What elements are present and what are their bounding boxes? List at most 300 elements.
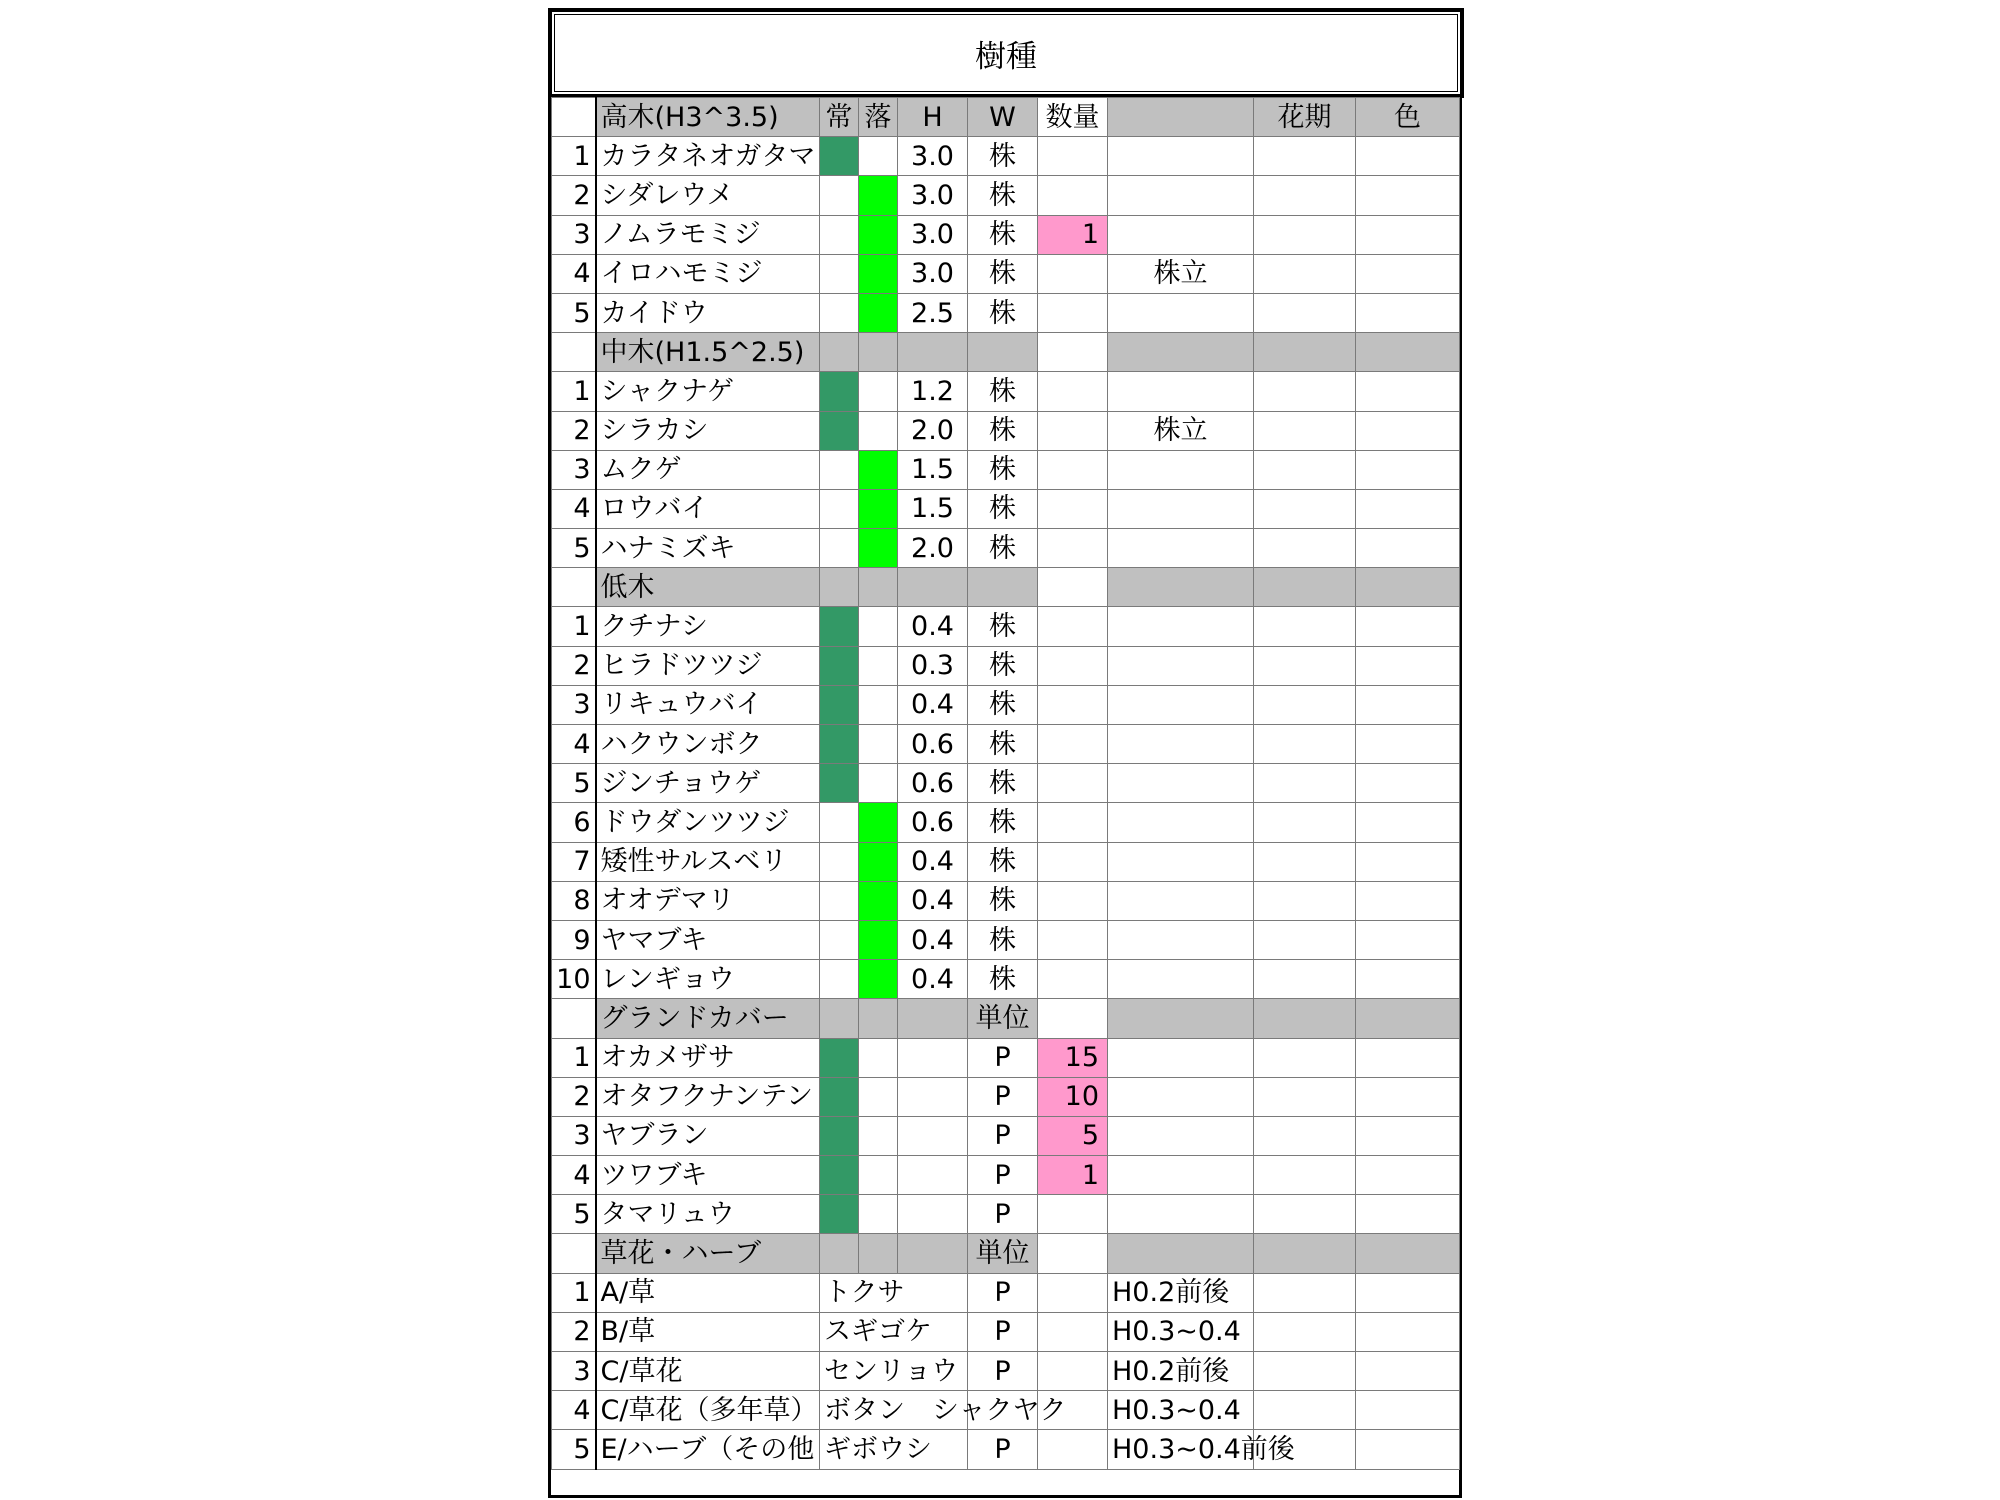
section-bloom-cell — [1254, 999, 1356, 1038]
evergreen-marker — [820, 450, 859, 489]
evergreen-marker — [820, 1116, 859, 1155]
deciduous-marker — [859, 450, 898, 489]
height-cell: 0.6 — [898, 764, 968, 803]
quantity-cell — [1038, 1352, 1108, 1391]
herb-row — [552, 1273, 1460, 1312]
color-cell — [1356, 1391, 1460, 1430]
section-bloom-cell — [1254, 333, 1356, 372]
header-color: 色 — [1356, 98, 1460, 137]
species-name: レンギョウ — [596, 960, 820, 999]
color-cell — [1356, 176, 1460, 215]
section-unit-label: 単位 — [968, 1234, 1038, 1273]
quantity-cell: 10 — [1038, 1077, 1108, 1116]
height-cell: 0.4 — [898, 960, 968, 999]
unit-cell: 株 — [968, 685, 1038, 724]
color-cell — [1356, 685, 1460, 724]
note-cell — [1108, 607, 1254, 646]
bloom-cell — [1254, 450, 1356, 489]
row-number: 5 — [552, 764, 596, 803]
quantity-cell — [1038, 646, 1108, 685]
color-cell — [1356, 1195, 1460, 1234]
height-cell: 0.6 — [898, 803, 968, 842]
unit-cell: P — [968, 1273, 1038, 1312]
species-row — [552, 215, 1460, 254]
bloom-cell — [1254, 215, 1356, 254]
deciduous-marker — [859, 254, 898, 293]
tree-species-sheet — [548, 8, 1462, 1498]
species-row — [552, 607, 1460, 646]
species-row — [552, 1156, 1460, 1195]
note-cell — [1108, 685, 1254, 724]
species-row — [552, 254, 1460, 293]
quantity-cell — [1038, 529, 1108, 568]
species-row — [552, 293, 1460, 332]
section-height-cell — [898, 568, 968, 607]
height-cell: 3.0 — [898, 215, 968, 254]
note-cell — [1108, 842, 1254, 881]
header-quantity: 数量 — [1038, 98, 1108, 137]
evergreen-marker — [820, 215, 859, 254]
height-cell: 0.4 — [898, 607, 968, 646]
color-cell — [1356, 1156, 1460, 1195]
section-height-cell — [898, 333, 968, 372]
bloom-cell — [1254, 960, 1356, 999]
quantity-cell — [1038, 842, 1108, 881]
quantity-cell — [1038, 1312, 1108, 1351]
unit-cell: 株 — [968, 450, 1038, 489]
species-name: シダレウメ — [596, 176, 820, 215]
unit-cell: P — [968, 1195, 1038, 1234]
bloom-cell — [1254, 646, 1356, 685]
note-cell — [1108, 1195, 1254, 1234]
unit-cell: 株 — [968, 137, 1038, 176]
unit-cell: 株 — [968, 764, 1038, 803]
bloom-cell — [1254, 411, 1356, 450]
species-row — [552, 646, 1460, 685]
herb-height-note: H0.3~0.4 — [1108, 1391, 1254, 1430]
species-row — [552, 450, 1460, 489]
section-color-cell — [1356, 1234, 1460, 1273]
unit-cell: 株 — [968, 254, 1038, 293]
bloom-cell — [1254, 1312, 1356, 1351]
row-number: 2 — [552, 646, 596, 685]
species-table-frame — [548, 94, 1462, 1498]
height-cell: 1.2 — [898, 372, 968, 411]
evergreen-marker — [820, 764, 859, 803]
herb-category: A/草 — [596, 1273, 820, 1312]
color-cell — [1356, 920, 1460, 959]
height-cell: 2.5 — [898, 293, 968, 332]
color-cell — [1356, 1273, 1460, 1312]
unit-cell: 株 — [968, 411, 1038, 450]
species-row — [552, 137, 1460, 176]
deciduous-marker — [859, 1195, 898, 1234]
herb-plant-name: ギボウシ — [820, 1430, 968, 1469]
section-evergreen-cell — [820, 333, 859, 372]
bloom-cell — [1254, 254, 1356, 293]
species-name: オタフクナンテン — [596, 1077, 820, 1116]
color-cell — [1356, 842, 1460, 881]
color-cell — [1356, 1352, 1460, 1391]
unit-cell: 株 — [968, 293, 1038, 332]
deciduous-marker — [859, 1077, 898, 1116]
row-number: 2 — [552, 1312, 596, 1351]
row-number: 5 — [552, 293, 596, 332]
herb-plant-name: トクサ — [820, 1273, 968, 1312]
row-number: 1 — [552, 1038, 596, 1077]
evergreen-marker — [820, 685, 859, 724]
height-cell: 0.4 — [898, 881, 968, 920]
color-cell — [1356, 137, 1460, 176]
deciduous-marker — [859, 685, 898, 724]
deciduous-marker — [859, 137, 898, 176]
section-color-cell — [1356, 568, 1460, 607]
unit-cell: 株 — [968, 842, 1038, 881]
herb-plant-name: ボタン シャクヤク — [820, 1391, 968, 1430]
note-cell — [1108, 450, 1254, 489]
height-cell: 0.6 — [898, 725, 968, 764]
unit-cell: P — [968, 1116, 1038, 1155]
species-name: ノムラモミジ — [596, 215, 820, 254]
color-cell — [1356, 607, 1460, 646]
evergreen-marker — [820, 1038, 859, 1077]
species-row — [552, 176, 1460, 215]
deciduous-marker — [859, 293, 898, 332]
species-row — [552, 529, 1460, 568]
evergreen-marker — [820, 607, 859, 646]
quantity-cell: 15 — [1038, 1038, 1108, 1077]
bloom-cell — [1254, 137, 1356, 176]
note-cell — [1108, 725, 1254, 764]
row-number: 5 — [552, 1195, 596, 1234]
section-num-cell — [552, 999, 596, 1038]
quantity-cell — [1038, 450, 1108, 489]
height-cell: 0.4 — [898, 920, 968, 959]
herb-height-note: H0.2前後 — [1108, 1273, 1254, 1312]
species-name: カラタネオガタマ — [596, 137, 820, 176]
color-cell — [1356, 1312, 1460, 1351]
species-row — [552, 1116, 1460, 1155]
species-row — [552, 960, 1460, 999]
bloom-cell — [1254, 685, 1356, 724]
herb-row — [552, 1430, 1460, 1469]
quantity-cell — [1038, 920, 1108, 959]
section-note-cell — [1108, 1234, 1254, 1273]
unit-cell: 株 — [968, 646, 1038, 685]
row-number: 3 — [552, 1352, 596, 1391]
section-note-cell — [1108, 568, 1254, 607]
color-cell — [1356, 1038, 1460, 1077]
species-row — [552, 411, 1460, 450]
note-cell — [1108, 764, 1254, 803]
bloom-cell — [1254, 1352, 1356, 1391]
species-row — [552, 372, 1460, 411]
bloom-cell — [1254, 1116, 1356, 1155]
quantity-cell — [1038, 764, 1108, 803]
height-cell: 2.0 — [898, 411, 968, 450]
evergreen-marker — [820, 881, 859, 920]
color-cell — [1356, 215, 1460, 254]
quantity-cell: 1 — [1038, 215, 1108, 254]
species-name: シラカシ — [596, 411, 820, 450]
note-cell — [1108, 215, 1254, 254]
header-row — [552, 98, 1460, 137]
section-row — [552, 333, 1460, 372]
height-cell: 3.0 — [898, 176, 968, 215]
section-unit-label — [968, 333, 1038, 372]
deciduous-marker — [859, 372, 898, 411]
quantity-cell — [1038, 1430, 1108, 1469]
evergreen-marker — [820, 725, 859, 764]
color-cell — [1356, 1116, 1460, 1155]
height-cell: 3.0 — [898, 137, 968, 176]
section-num-cell — [552, 1234, 596, 1273]
section-note-cell — [1108, 999, 1254, 1038]
species-row — [552, 1077, 1460, 1116]
bloom-cell — [1254, 764, 1356, 803]
section-deciduous-cell — [859, 568, 898, 607]
herb-category: C/草花（多年草） — [596, 1391, 820, 1430]
section-unit-label — [968, 568, 1038, 607]
species-name: ジンチョウゲ — [596, 764, 820, 803]
species-row — [552, 1038, 1460, 1077]
bloom-cell — [1254, 920, 1356, 959]
section-evergreen-cell — [820, 568, 859, 607]
deciduous-marker — [859, 489, 898, 528]
height-cell: 1.5 — [898, 489, 968, 528]
quantity-cell — [1038, 137, 1108, 176]
species-name: カイドウ — [596, 293, 820, 332]
species-row — [552, 1195, 1460, 1234]
herb-category: C/草花 — [596, 1352, 820, 1391]
header-width: W — [968, 98, 1038, 137]
bloom-cell — [1254, 842, 1356, 881]
quantity-cell — [1038, 1195, 1108, 1234]
deciduous-marker — [859, 725, 898, 764]
species-row — [552, 803, 1460, 842]
row-number: 1 — [552, 372, 596, 411]
section-note-cell — [1108, 333, 1254, 372]
bloom-cell — [1254, 1038, 1356, 1077]
section-evergreen-cell — [820, 1234, 859, 1273]
species-name: ドウダンツツジ — [596, 803, 820, 842]
bloom-cell — [1254, 1273, 1356, 1312]
note-cell — [1108, 529, 1254, 568]
section-title: グランドカバー — [596, 999, 820, 1038]
row-number: 6 — [552, 803, 596, 842]
height-cell — [898, 1077, 968, 1116]
unit-cell: 株 — [968, 529, 1038, 568]
quantity-cell: 5 — [1038, 1116, 1108, 1155]
color-cell — [1356, 411, 1460, 450]
species-name: 矮性サルスベリ — [596, 842, 820, 881]
header-bloom: 花期 — [1254, 98, 1356, 137]
header-height: H — [898, 98, 968, 137]
section-bloom-cell — [1254, 1234, 1356, 1273]
note-cell — [1108, 372, 1254, 411]
header-name: 高木(H3^3.5) — [596, 98, 820, 137]
row-number: 3 — [552, 215, 596, 254]
row-number: 7 — [552, 842, 596, 881]
note-cell — [1108, 881, 1254, 920]
section-deciduous-cell — [859, 999, 898, 1038]
bloom-cell — [1254, 1077, 1356, 1116]
section-row — [552, 1234, 1460, 1273]
header-deciduous: 落 — [859, 98, 898, 137]
species-name: リキュウバイ — [596, 685, 820, 724]
species-name: タマリュウ — [596, 1195, 820, 1234]
quantity-cell — [1038, 489, 1108, 528]
note-cell — [1108, 1116, 1254, 1155]
section-row — [552, 999, 1460, 1038]
unit-cell: 株 — [968, 176, 1038, 215]
species-name: ムクゲ — [596, 450, 820, 489]
note-cell — [1108, 960, 1254, 999]
row-number: 1 — [552, 607, 596, 646]
section-deciduous-cell — [859, 1234, 898, 1273]
sheet-title — [548, 8, 1464, 98]
evergreen-marker — [820, 372, 859, 411]
note-cell — [1108, 489, 1254, 528]
unit-cell: P — [968, 1430, 1038, 1469]
row-number: 8 — [552, 881, 596, 920]
species-name: ハナミズキ — [596, 529, 820, 568]
color-cell — [1356, 881, 1460, 920]
row-number: 4 — [552, 489, 596, 528]
header-evergreen: 常 — [820, 98, 859, 137]
section-quantity-cell — [1038, 333, 1108, 372]
height-cell — [898, 1156, 968, 1195]
species-name: ヒラドツツジ — [596, 646, 820, 685]
quantity-cell — [1038, 176, 1108, 215]
section-color-cell — [1356, 333, 1460, 372]
height-cell — [898, 1116, 968, 1155]
unit-cell: 株 — [968, 607, 1038, 646]
section-evergreen-cell — [820, 999, 859, 1038]
unit-cell: P — [968, 1038, 1038, 1077]
note-cell — [1108, 176, 1254, 215]
quantity-cell — [1038, 960, 1108, 999]
row-number: 4 — [552, 254, 596, 293]
bloom-cell — [1254, 293, 1356, 332]
evergreen-marker — [820, 293, 859, 332]
unit-cell: P — [968, 1077, 1038, 1116]
height-cell — [898, 1038, 968, 1077]
note-cell — [1108, 1038, 1254, 1077]
header-note — [1108, 98, 1254, 137]
unit-cell: 株 — [968, 960, 1038, 999]
row-number: 1 — [552, 137, 596, 176]
note-cell — [1108, 646, 1254, 685]
species-row — [552, 881, 1460, 920]
height-cell: 0.4 — [898, 685, 968, 724]
bloom-cell — [1254, 1156, 1356, 1195]
color-cell — [1356, 1077, 1460, 1116]
herb-plant-name: センリョウ — [820, 1352, 968, 1391]
section-height-cell — [898, 1234, 968, 1273]
quantity-cell — [1038, 725, 1108, 764]
row-number: 3 — [552, 685, 596, 724]
evergreen-marker — [820, 646, 859, 685]
bloom-cell — [1254, 529, 1356, 568]
evergreen-marker — [820, 803, 859, 842]
unit-cell: 株 — [968, 920, 1038, 959]
row-number: 1 — [552, 1273, 596, 1312]
row-number: 10 — [552, 960, 596, 999]
herb-row — [552, 1352, 1460, 1391]
species-name: ヤブラン — [596, 1116, 820, 1155]
height-cell: 2.0 — [898, 529, 968, 568]
deciduous-marker — [859, 881, 898, 920]
deciduous-marker — [859, 411, 898, 450]
color-cell — [1356, 646, 1460, 685]
evergreen-marker — [820, 489, 859, 528]
species-row — [552, 685, 1460, 724]
section-num-cell — [552, 333, 596, 372]
quantity-cell — [1038, 1273, 1108, 1312]
deciduous-marker — [859, 960, 898, 999]
species-row — [552, 842, 1460, 881]
height-cell: 0.3 — [898, 646, 968, 685]
species-name: イロハモミジ — [596, 254, 820, 293]
color-cell — [1356, 372, 1460, 411]
species-table — [551, 97, 1460, 1470]
deciduous-marker — [859, 764, 898, 803]
row-number: 4 — [552, 1391, 596, 1430]
species-row — [552, 725, 1460, 764]
note-cell — [1108, 137, 1254, 176]
evergreen-marker — [820, 1077, 859, 1116]
deciduous-marker — [859, 607, 898, 646]
bloom-cell — [1254, 1195, 1356, 1234]
sheet-title-text: 樹種 — [975, 38, 1037, 75]
section-title: 中木(H1.5^2.5) — [596, 333, 820, 372]
evergreen-marker — [820, 176, 859, 215]
header-num-cell — [552, 98, 596, 137]
note-cell — [1108, 803, 1254, 842]
section-unit-label: 単位 — [968, 999, 1038, 1038]
unit-cell: P — [968, 1156, 1038, 1195]
herb-row — [552, 1312, 1460, 1351]
deciduous-marker — [859, 803, 898, 842]
species-name: ロウバイ — [596, 489, 820, 528]
row-number: 2 — [552, 1077, 596, 1116]
species-name: ヤマブキ — [596, 920, 820, 959]
height-cell: 1.5 — [898, 450, 968, 489]
evergreen-marker — [820, 842, 859, 881]
herb-category: E/ハーブ（その他 — [596, 1430, 820, 1469]
evergreen-marker — [820, 960, 859, 999]
deciduous-marker — [859, 842, 898, 881]
species-name: オオデマリ — [596, 881, 820, 920]
deciduous-marker — [859, 1038, 898, 1077]
color-cell — [1356, 960, 1460, 999]
herb-plant-name: スギゴケ — [820, 1312, 968, 1351]
bloom-cell — [1254, 1391, 1356, 1430]
height-cell — [898, 1195, 968, 1234]
note-cell — [1108, 1077, 1254, 1116]
quantity-cell — [1038, 293, 1108, 332]
deciduous-marker — [859, 920, 898, 959]
section-num-cell — [552, 568, 596, 607]
row-number: 2 — [552, 411, 596, 450]
bloom-cell — [1254, 176, 1356, 215]
quantity-cell — [1038, 411, 1108, 450]
quantity-cell — [1038, 607, 1108, 646]
bloom-cell — [1254, 803, 1356, 842]
unit-cell: 株 — [968, 803, 1038, 842]
quantity-cell — [1038, 372, 1108, 411]
